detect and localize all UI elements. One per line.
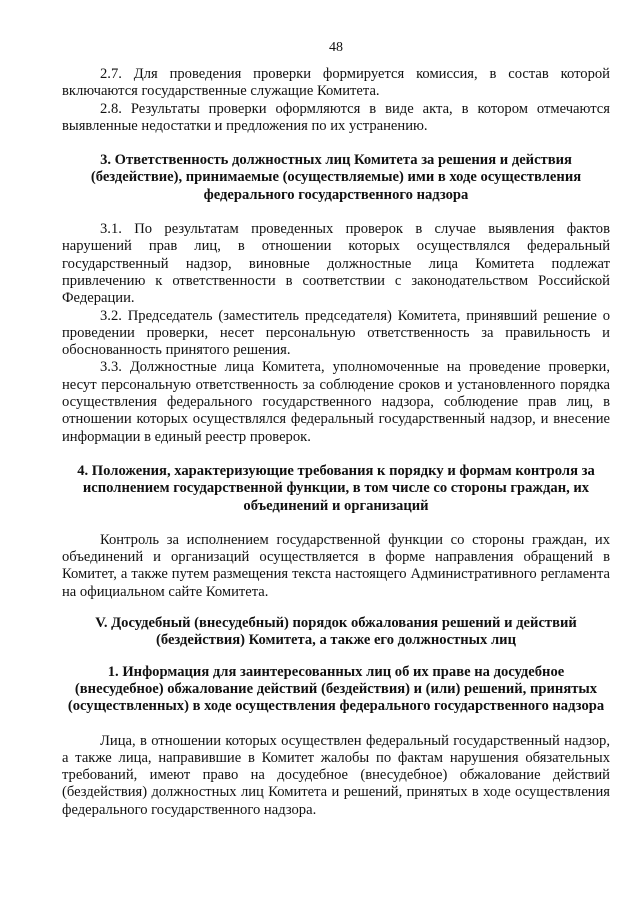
paragraph-2-8: 2.8. Результаты проверки оформляются в виде акта, в котором отмечаются выявленные недостатки и предложения по их устранению. bbox=[62, 100, 610, 134]
paragraph-3-2: 3.2. Председатель (заместитель председателя) Комитета, принявший решение о проведении проверки, несет персональную ответственность за правильность и обоснованность принятого решения. bbox=[62, 307, 610, 359]
chapter-heading-V: V. Досудебный (внесудебный) порядок обжалования решений и действий (бездействия) Комитета, а также его должностных лиц bbox=[95, 615, 577, 649]
section-heading-3: 3. Ответственность должностных лиц Комитета за решения и действия (бездействие), принимаемые (осуществляемые) ими в ходе осуществления федерального государственного надзора bbox=[90, 152, 582, 203]
section-heading-V-1: 1. Информация для заинтересованных лиц об их праве на досудебное (внесудебное) обжалование действий (бездействия) и (или) решений, принятых (осуществленных) в ходе осуществления федерального государственного надзора bbox=[67, 663, 605, 715]
paragraph-V-1: Лица, в отношении которых осуществлен федеральный государственный надзор, а также лица, направившие в Комитет жалобы по фактам нарушения обязательных требований, имеют право на досудебное (внесудебное) обжалование действий (бездействия) должностных лиц Комитета и решений, принятых в ходе осуществления федерального государственного надзора. bbox=[62, 732, 610, 818]
paragraph-3-3: 3.3. Должностные лица Комитета, уполномоченные на проведение проверки, несут персональную ответственность за соблюдение сроков и установленного порядка осуществления федерального государственного надзора, соблюдение прав лиц, в отношении которых осуществлялся федеральный государственный надзор, и внесение информации в единый реестр проверок. bbox=[62, 359, 610, 445]
paragraph-2-7: 2.7. Для проведения проверки формируется комиссия, в состав которой включаются государственные служащие Комитета. bbox=[62, 66, 610, 100]
section-heading-4: 4. Положения, характеризующие требования к порядку и формам контроля за исполнением государственной функции, в том числе со стороны граждан, их объединений и организаций bbox=[77, 462, 595, 514]
paragraph-4: Контроль за исполнением государственной функции со стороны граждан, их объединений и организаций осуществляется в форме направления обращений в Комитет, а также путем размещения текста настоящего Административного регламента на официальном сайте Комитета. bbox=[62, 531, 610, 600]
page-number: 48 bbox=[329, 40, 343, 55]
paragraph-3-1: 3.1. По результатам проведенных проверок в случае выявления фактов нарушений прав лиц, в отношении которых осуществлялся федеральный государственный надзор, виновные должностные лица Комитета подлежат привлечению к ответственности в соответствии с законодательством Российской Федерации. bbox=[62, 221, 610, 307]
